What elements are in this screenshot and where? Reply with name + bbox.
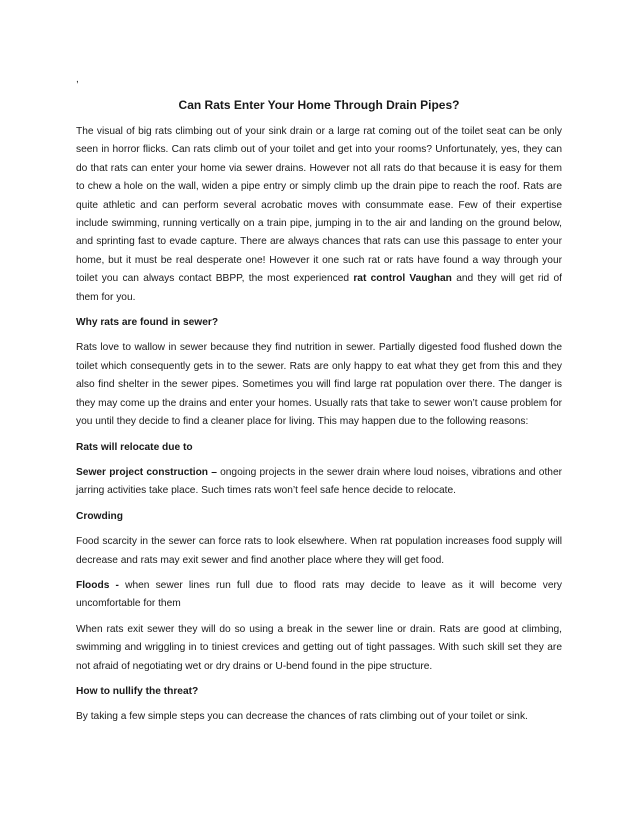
sewer-project-paragraph xyxy=(76,464,562,501)
relocate-heading: Rats will relocate due to xyxy=(76,441,193,453)
rat-control-link-text: rat control Vaughan xyxy=(353,273,452,285)
sewer-project-text: ongoing projects in the sewer drain where loud noises, vibrations and other jarring activities take place. Such times rats won’t feel safe hence decide to relocate. xyxy=(76,466,562,497)
intro-text-after: and they will get rid of them for you. xyxy=(76,273,562,303)
page-title: Can Rats Enter Your Home Through Drain Pipes? xyxy=(178,98,460,112)
stray-mark: , xyxy=(76,74,79,85)
document-page xyxy=(76,74,562,727)
sewer-project-label: Sewer project construction – xyxy=(76,466,217,478)
floods-paragraph xyxy=(76,577,562,614)
intro-paragraph xyxy=(76,123,562,307)
why-paragraph: Rats love to wallow in sewer because they find nutrition in sewer. Partially digested food flushed down the toilet which consequently gets in to the sewer. Rats are only happy to eat what they get from this and they also find shelter in the sewer pipes. Sometimes you will find large rat population over there. The danger is they may come up the drains and enter your homes. Usually rats that take to sewer won’t cause problem for you until they decide to find a cleaner place for living. This may happen due to the following reasons: xyxy=(76,342,562,428)
nullify-paragraph: By taking a few simple steps you can decrease the chances of rats climbing out of your toilet or sink. xyxy=(76,711,528,723)
crowding-heading: Crowding xyxy=(76,510,123,522)
nullify-heading: How to nullify the threat? xyxy=(76,685,199,697)
floods-text: when sewer lines run full due to flood rats may decide to leave as it will become very uncomfortable for them xyxy=(76,579,562,610)
intro-text: The visual of big rats climbing out of your sink drain or a large rat coming out of the toilet seat can be only seen in horror flicks. Can rats climb out of your toilet and get into your rooms? Unfortunately, yes, they can do that rats can enter your home via sewer drains. However not all rats do that because it is easy for them to chew a hole on the wall, widen a pipe entry or simply climb up the drain pipe to reach the roof. Rats are quite athletic and can perform several acrobatic moves with consummate ease. Few of their expertise include swimming, running vertically on a train pipe, jumping in to the air and landing on the ground below, and sprinting fast to evade capture. There are always chances that rats can use this passage to enter your home, but it must be real desperate one! However it one such rat or rats have found a way through your toilet you can always contact BBPP, the most experienced xyxy=(76,126,562,285)
crowding-paragraph: Food scarcity in the sewer can force rats to look elsewhere. When rat population increases food supply will decrease and rats may exit sewer and find another place where they will get food. xyxy=(76,536,562,566)
why-heading: Why rats are found in sewer? xyxy=(76,317,219,329)
exit-paragraph: When rats exit sewer they will do so using a break in the sewer line or drain. Rats are good at climbing, swimming and wriggling in to tiniest crevices and getting out of tight passages. With such skill set they are not afraid of negotiating wet or dry drains or U-bend found in the pipe structure. xyxy=(76,623,562,672)
floods-label: Floods - xyxy=(76,579,119,591)
